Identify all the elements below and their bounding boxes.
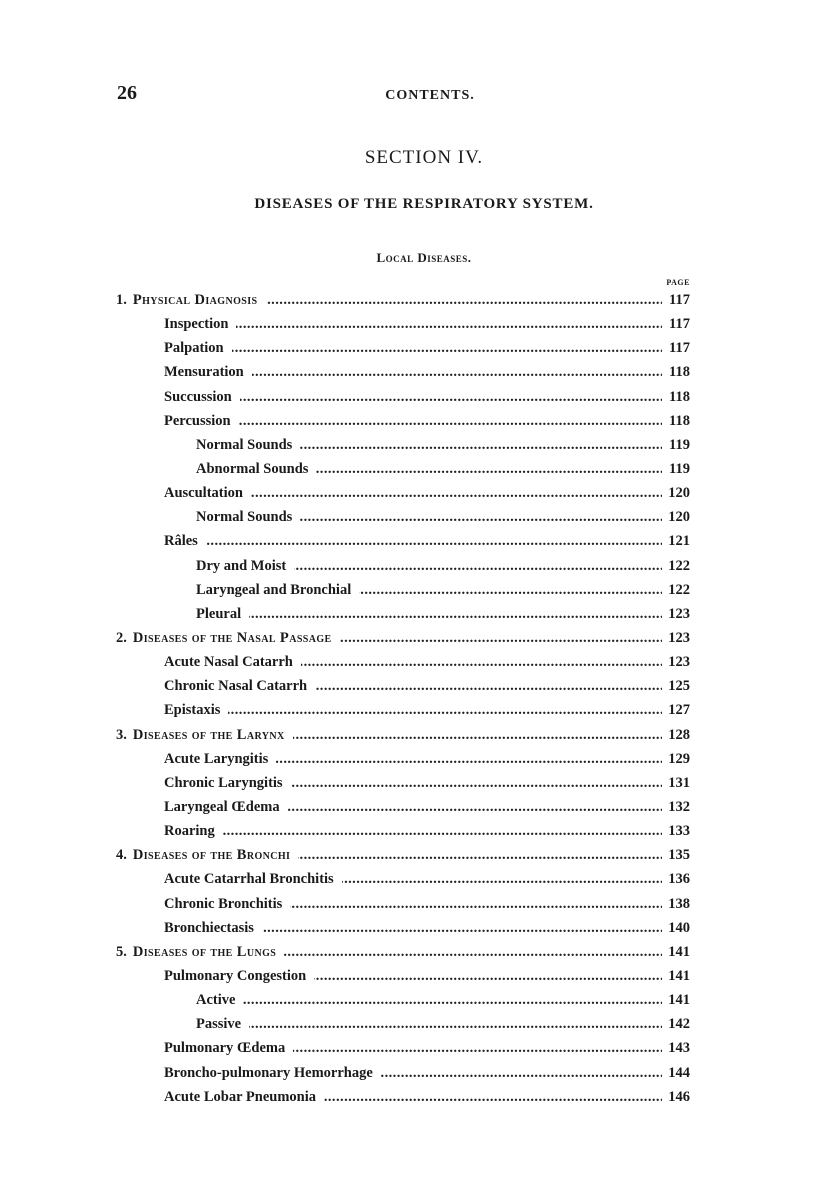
toc-entry-text: Râles — [164, 533, 198, 550]
dot-leader — [223, 819, 662, 843]
toc-entry-page: 120 — [668, 509, 690, 526]
dot-leader — [236, 312, 662, 336]
toc-entry-label — [116, 723, 285, 747]
toc-entry-page: 128 — [668, 726, 690, 743]
dot-leader — [293, 723, 662, 747]
toc-entry-page: 146 — [668, 1088, 690, 1105]
toc-entry — [0, 578, 840, 602]
toc-entry — [0, 409, 840, 433]
dot-leader — [324, 1085, 662, 1109]
running-head: CONTENTS. — [385, 88, 475, 103]
toc-entry — [0, 1061, 840, 1085]
dot-leader — [340, 626, 662, 650]
dot-leader — [228, 698, 662, 722]
dot-leader — [293, 1036, 662, 1060]
toc-entry — [0, 698, 840, 722]
toc-entry — [0, 336, 840, 360]
dot-leader — [314, 964, 662, 988]
toc-entry-page: 121 — [668, 533, 690, 550]
toc-entry-text: Succussion — [164, 388, 232, 405]
toc-entry-label — [196, 433, 292, 457]
toc-entry-page: 135 — [668, 847, 690, 864]
toc-entry-page: 141 — [668, 992, 690, 1009]
dot-leader — [342, 867, 662, 891]
toc-entry — [0, 795, 840, 819]
toc-entry-label — [196, 554, 286, 578]
toc-entry — [0, 723, 840, 747]
dot-leader — [284, 940, 662, 964]
toc-entry-page: 138 — [668, 895, 690, 912]
toc-entry-text: Pulmonary Congestion — [164, 967, 307, 984]
toc-entry-label — [164, 1061, 373, 1085]
toc-entry-text: Normal Sounds — [196, 509, 293, 526]
toc-entry — [0, 385, 840, 409]
toc-entry-text: Acute Laryngitis — [164, 750, 269, 767]
page-column-label: PAGE — [666, 278, 690, 287]
toc-entry-label — [196, 602, 241, 626]
toc-entry-label — [164, 312, 228, 336]
toc-entry-page: 141 — [668, 943, 690, 960]
toc-entry-text: Active — [196, 992, 236, 1009]
dot-leader — [290, 892, 662, 916]
toc-entry-label — [164, 964, 306, 988]
toc-entry-text: Roaring — [164, 823, 215, 840]
toc-entry-page: 119 — [669, 436, 690, 453]
toc-entry-page: 120 — [668, 485, 690, 502]
dot-leader — [316, 457, 662, 481]
toc-entry-label — [164, 529, 198, 553]
dot-leader — [243, 988, 662, 1012]
toc-entry-text: Mensuration — [164, 364, 244, 381]
toc-entry-label — [164, 771, 283, 795]
toc-entry — [0, 819, 840, 843]
toc-entry-page: 117 — [669, 292, 690, 308]
dot-leader — [252, 360, 662, 384]
toc-entry-page: 123 — [668, 629, 690, 646]
toc-entry-page: 118 — [669, 412, 690, 429]
toc-entry-text: Pulmonary Œdema — [164, 1040, 286, 1057]
toc-entry-label — [116, 288, 258, 312]
toc-entry-text: Acute Catarrhal Bronchitis — [164, 871, 334, 888]
dot-leader — [294, 554, 662, 578]
toc-entry-page: 131 — [668, 774, 690, 791]
toc-entry-number: 4. — [116, 847, 127, 864]
dot-leader — [206, 529, 662, 553]
toc-entry-text: Laryngeal and Bronchial — [196, 581, 352, 598]
toc-entry-text: Diseases of the Bronchi — [132, 847, 291, 864]
toc-entry-text: Passive — [196, 1016, 242, 1033]
dot-leader — [262, 916, 662, 940]
toc-entry-page: 118 — [669, 388, 690, 405]
dot-leader — [301, 650, 662, 674]
subsection-heading: Local Diseases. — [376, 250, 472, 265]
dot-leader — [276, 747, 662, 771]
toc-entry-page: 123 — [668, 654, 690, 671]
section-subtitle: DISEASES OF THE RESPIRATORY SYSTEM. — [254, 196, 594, 212]
toc-entry — [0, 771, 840, 795]
toc-entry-label — [164, 916, 254, 940]
toc-entry-label — [116, 940, 276, 964]
toc-entry-text: Diseases of the Larynx — [132, 726, 285, 743]
toc-entry — [0, 964, 840, 988]
toc-entry — [0, 602, 840, 626]
toc-entry-number: 5. — [116, 943, 127, 960]
dot-leader — [232, 336, 662, 360]
toc-entry-text: Inspection — [164, 316, 229, 333]
toc-entry-label — [164, 892, 282, 916]
table-of-contents — [0, 288, 840, 1109]
toc-entry — [0, 940, 840, 964]
toc-entry-text: Abnormal Sounds — [196, 460, 309, 477]
toc-entry — [0, 433, 840, 457]
toc-entry-page: 129 — [668, 750, 690, 767]
toc-entry-label — [164, 795, 280, 819]
toc-entry — [0, 916, 840, 940]
toc-entry — [0, 1036, 840, 1060]
toc-entry-text: Epistaxis — [164, 702, 221, 719]
toc-entry — [0, 554, 840, 578]
toc-entry-label — [164, 650, 293, 674]
toc-entry — [0, 843, 840, 867]
toc-entry-text: Acute Nasal Catarrh — [164, 654, 293, 671]
toc-entry-label — [196, 457, 308, 481]
toc-entry-text: Bronchiectasis — [164, 919, 254, 936]
toc-entry — [0, 312, 840, 336]
dot-leader — [298, 843, 662, 867]
dot-leader — [315, 674, 662, 698]
toc-entry — [0, 360, 840, 384]
toc-entry-label — [196, 578, 351, 602]
toc-entry-label — [164, 867, 334, 891]
toc-entry — [0, 529, 840, 553]
toc-entry-label — [164, 336, 224, 360]
dot-leader — [359, 578, 662, 602]
toc-entry-label — [164, 698, 220, 722]
dot-leader — [249, 1012, 662, 1036]
toc-entry-page: 127 — [668, 702, 690, 719]
toc-entry — [0, 674, 840, 698]
toc-entry-page: 118 — [669, 364, 690, 381]
toc-entry — [0, 892, 840, 916]
toc-entry-number: 1. — [116, 292, 127, 308]
toc-entry-page: 144 — [668, 1064, 690, 1081]
toc-entry-label — [196, 1012, 241, 1036]
toc-entry-text: Chronic Bronchitis — [164, 895, 283, 912]
toc-entry-label — [196, 505, 292, 529]
toc-entry-page: 132 — [668, 798, 690, 815]
dot-leader — [266, 288, 662, 312]
toc-entry-page: 119 — [669, 460, 690, 477]
toc-entry-text: Acute Lobar Pneumonia — [164, 1088, 316, 1105]
dot-leader — [291, 771, 662, 795]
toc-entry-label — [164, 481, 243, 505]
dot-leader — [249, 602, 662, 626]
toc-entry — [0, 988, 840, 1012]
dot-leader — [240, 385, 662, 409]
toc-entry-text: Laryngeal Œdema — [164, 798, 280, 815]
toc-entry-page: 136 — [668, 871, 690, 888]
toc-entry — [0, 867, 840, 891]
toc-entry-text: Diseases of the Lungs — [132, 943, 277, 960]
dot-leader — [300, 433, 662, 457]
toc-entry — [0, 1085, 840, 1109]
toc-entry — [0, 626, 840, 650]
dot-leader — [251, 481, 662, 505]
toc-entry-page: 141 — [668, 967, 690, 984]
toc-entry-label — [164, 385, 232, 409]
toc-entry — [0, 650, 840, 674]
toc-entry-text: Normal Sounds — [196, 436, 293, 453]
toc-entry-label — [164, 360, 244, 384]
toc-entry — [0, 747, 840, 771]
toc-entry-page: 122 — [668, 581, 690, 598]
toc-entry-text: Dry and Moist — [196, 557, 287, 574]
toc-entry-text: Pleural — [196, 605, 242, 622]
toc-entry-label — [164, 747, 268, 771]
toc-entry-number: 2. — [116, 629, 127, 646]
toc-entry — [0, 288, 840, 312]
toc-entry-text: Chronic Laryngitis — [164, 774, 283, 791]
toc-entry-label — [164, 409, 231, 433]
toc-entry-page: 123 — [668, 605, 690, 622]
toc-entry — [0, 505, 840, 529]
dot-leader — [239, 409, 662, 433]
toc-entry-text: Percussion — [164, 412, 231, 429]
toc-entry — [0, 457, 840, 481]
page-number: 26 — [117, 82, 137, 104]
toc-entry-label — [164, 1036, 285, 1060]
toc-entry-text: Broncho-pulmonary Hemorrhage — [164, 1064, 373, 1081]
toc-entry-label — [116, 626, 332, 650]
toc-entry-text: Palpation — [164, 340, 224, 357]
dot-leader — [381, 1061, 662, 1085]
toc-entry-page: 143 — [668, 1040, 690, 1057]
dot-leader — [300, 505, 662, 529]
toc-entry-page: 125 — [668, 678, 690, 695]
toc-entry-label — [164, 674, 307, 698]
toc-entry-label — [164, 1085, 316, 1109]
toc-entry-page: 140 — [668, 919, 690, 936]
toc-entry-number: 3. — [116, 726, 127, 743]
toc-entry-label — [196, 988, 235, 1012]
toc-entry — [0, 481, 840, 505]
toc-entry-page: 117 — [669, 340, 690, 357]
toc-entry-label — [164, 819, 215, 843]
toc-entry-text: Auscultation — [164, 485, 243, 502]
toc-entry-page: 133 — [668, 823, 690, 840]
toc-entry-text: Chronic Nasal Catarrh — [164, 678, 308, 695]
toc-entry-page: 122 — [668, 557, 690, 574]
toc-entry-text: Physical Diagnosis — [132, 292, 258, 308]
toc-entry — [0, 1012, 840, 1036]
dot-leader — [288, 795, 662, 819]
section-title: SECTION IV. — [364, 147, 484, 168]
toc-entry-page: 142 — [668, 1016, 690, 1033]
toc-entry-text: Diseases of the Nasal Passage — [132, 629, 332, 646]
toc-entry-label — [116, 843, 290, 867]
toc-entry-page: 117 — [669, 316, 690, 333]
